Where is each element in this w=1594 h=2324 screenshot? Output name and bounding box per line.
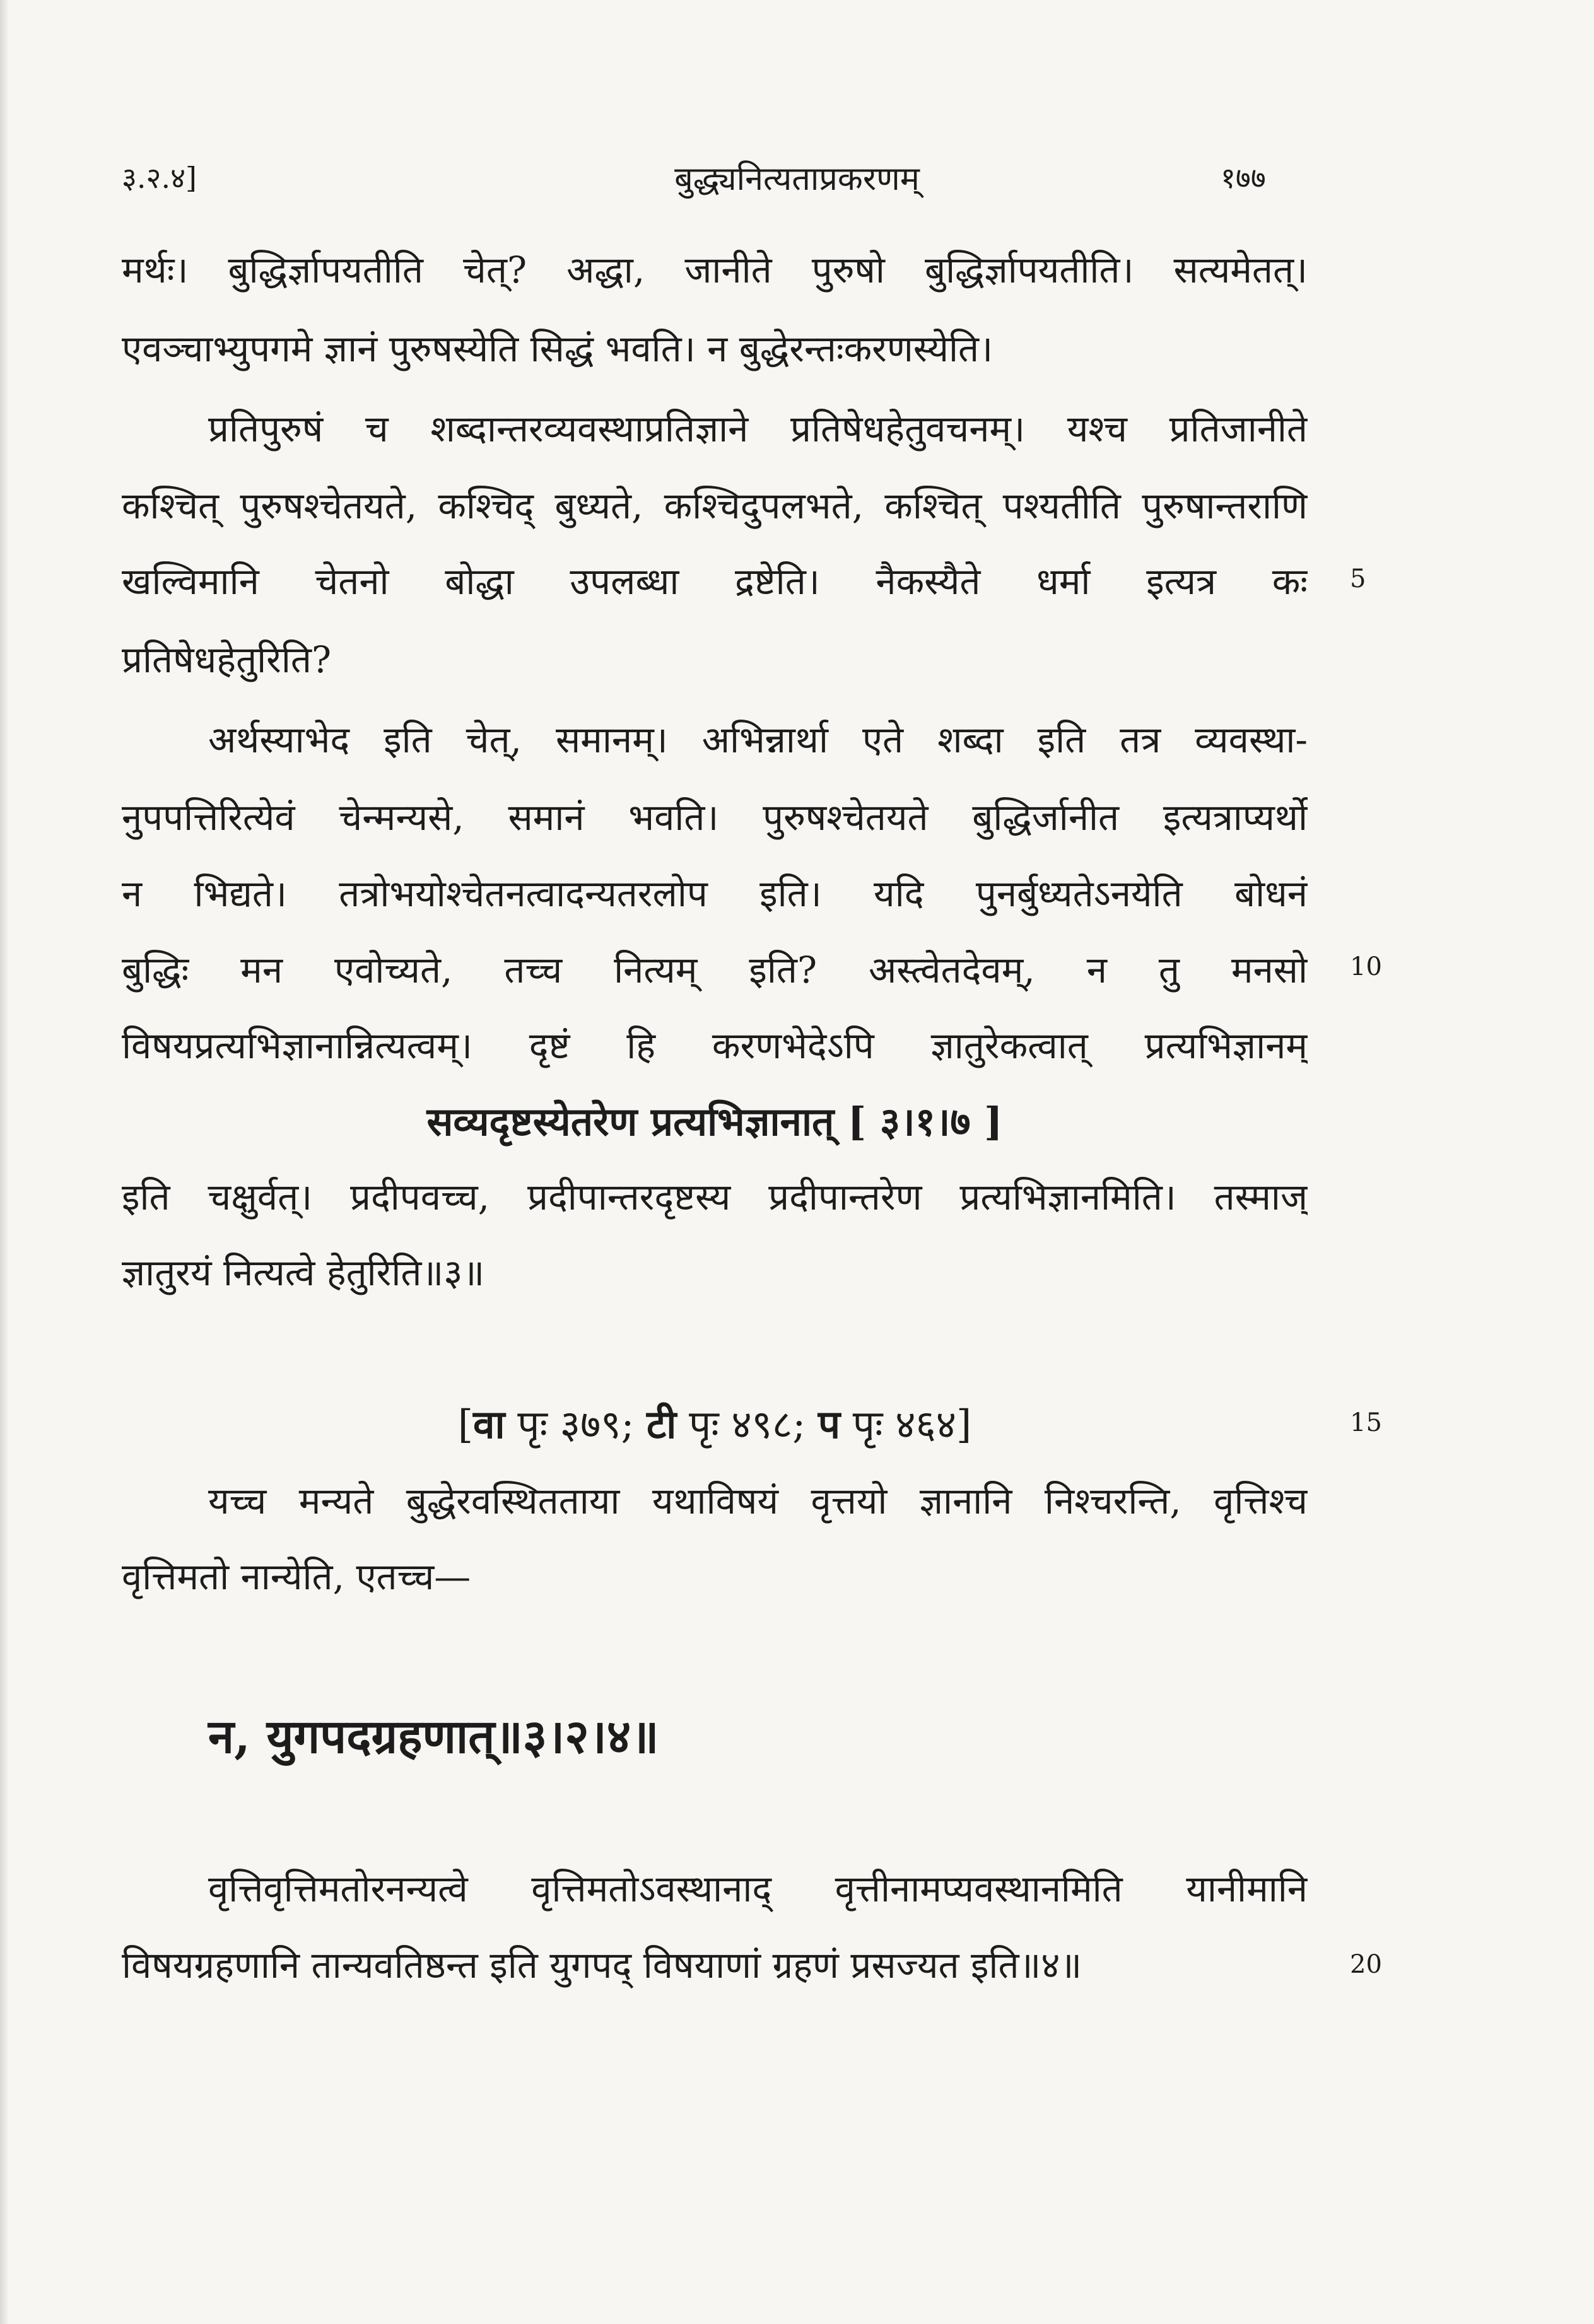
commentary-reference: [122, 1397, 1308, 1450]
reference-label-va: वा: [473, 1401, 505, 1447]
text-line-6: प्रतिषेधहेतुरिति?: [122, 638, 332, 681]
reference-close: ]: [956, 1401, 972, 1447]
reference-text-va: पृः ३७९;: [505, 1401, 647, 1447]
running-title: बुद्ध्यनित्यताप्रकरणम्: [674, 160, 920, 198]
line-number: 10: [1350, 952, 1382, 981]
text-line-16: वृत्तिवृत्तिमतोरनन्यत्वे वृत्तिमतोऽवस्थानाद् वृत्तीनामप्यवस्थानमिति यानीमानि: [208, 1867, 1308, 1910]
text-line-5: खल्विमानि चेतनो बोद्धा उपलब्धा द्रष्टेति। नैकस्यैते धर्मा इत्यत्र कः: [122, 560, 1308, 603]
text-line-1: मर्थः। बुद्धिर्ज्ञापयतीति चेत्? अद्धा, जानीते पुरुषो बुद्धिर्ज्ञापयतीति। सत्यमेतत्।: [122, 248, 1308, 291]
reference-open: [: [457, 1401, 474, 1447]
line-number: 20: [1350, 1950, 1382, 1979]
text-line-3: प्रतिपुरुषं च शब्दान्तरव्यवस्थाप्रतिज्ञाने प्रतिषेधहेतुवचनम्। यश्च प्रतिजानीते: [208, 407, 1308, 450]
sutra-heading: न, युगपदग्रहणात्॥३।२।४॥: [208, 1710, 659, 1764]
reference-text-ti: पृः ४९८;: [676, 1401, 818, 1447]
text-line-13: ज्ञातुरयं नित्यत्वे हेतुरिति॥३॥: [122, 1251, 485, 1294]
text-line-14: यच्च मन्यते बुद्धेरवस्थितताया यथाविषयं वृत्तयो ज्ञानानि निश्चरन्ति, वृत्तिश्च: [208, 1480, 1308, 1522]
text-line-10: बुद्धिः मन एवोच्यते, तच्च नित्यम् इति? अस्त्वेतदेवम्, न तु मनसो: [122, 949, 1308, 991]
text-line-7: अर्थस्याभेद इति चेत्, समानम्। अभिन्नार्था एते शब्दा इति तत्र व्यवस्था-: [208, 718, 1308, 761]
text-line-2: एवञ्चाभ्युपगमे ज्ञानं पुरुषस्येति सिद्धं भवति। न बुद्धेरन्तःकरणस्येति।: [122, 327, 993, 370]
text-line-8: नुपपत्तिरित्येवं चेन्मन्यसे, समानं भवति। पुरुषश्चेतयते बुद्धिर्जानीत इत्यत्राप्यर्थो: [122, 796, 1308, 839]
reference-label-ti: टी: [647, 1401, 677, 1447]
text-line-12: इति चक्षुर्वत्। प्रदीपवच्च, प्रदीपान्तरदृष्टस्य प्रदीपान्तरेण प्रत्यभिज्ञानमिति। तस्माज्: [122, 1176, 1308, 1218]
text-line-15: वृत्तिमतो नान्येति, एतच्च—: [122, 1555, 471, 1598]
page-number: १७७: [1221, 161, 1266, 195]
text-line-4: कश्चित् पुरुषश्चेतयते, कश्चिद् बुध्यते, कश्चिदुपलभते, कश्चित् पश्यतीति पुरुषान्तराणि: [122, 484, 1308, 527]
reference-label-pa: प: [818, 1401, 841, 1447]
quoted-sutra: सव्यदृष्टस्येतरेण प्रत्यभिज्ञानात् [ ३।१।७ ]: [426, 1099, 1003, 1145]
text-line-11: विषयप्रत्यभिज्ञानान्नित्यत्वम्। दृष्टं हि करणभेदेऽपि ज्ञातुरेकत्वात् प्रत्यभिज्ञानम्: [122, 1024, 1308, 1067]
reference-text-pa: पृः ४६४: [840, 1401, 956, 1447]
line-number: 5: [1350, 564, 1366, 593]
section-number: ३.२.४]: [122, 161, 197, 195]
text-line-9: न भिद्यते। तत्रोभयोश्चेतनत्वादन्यतरलोप इति। यदि पुनर्बुध्यतेऽनयेति बोधनं: [122, 872, 1308, 915]
scan-edge: [0, 0, 9, 2324]
line-number: 15: [1350, 1408, 1382, 1437]
text-line-17: विषयग्रहणानि तान्यवतिष्ठन्त इति युगपद् विषयाणां ग्रहणं प्रसज्यत इति॥४॥: [122, 1944, 1082, 1987]
